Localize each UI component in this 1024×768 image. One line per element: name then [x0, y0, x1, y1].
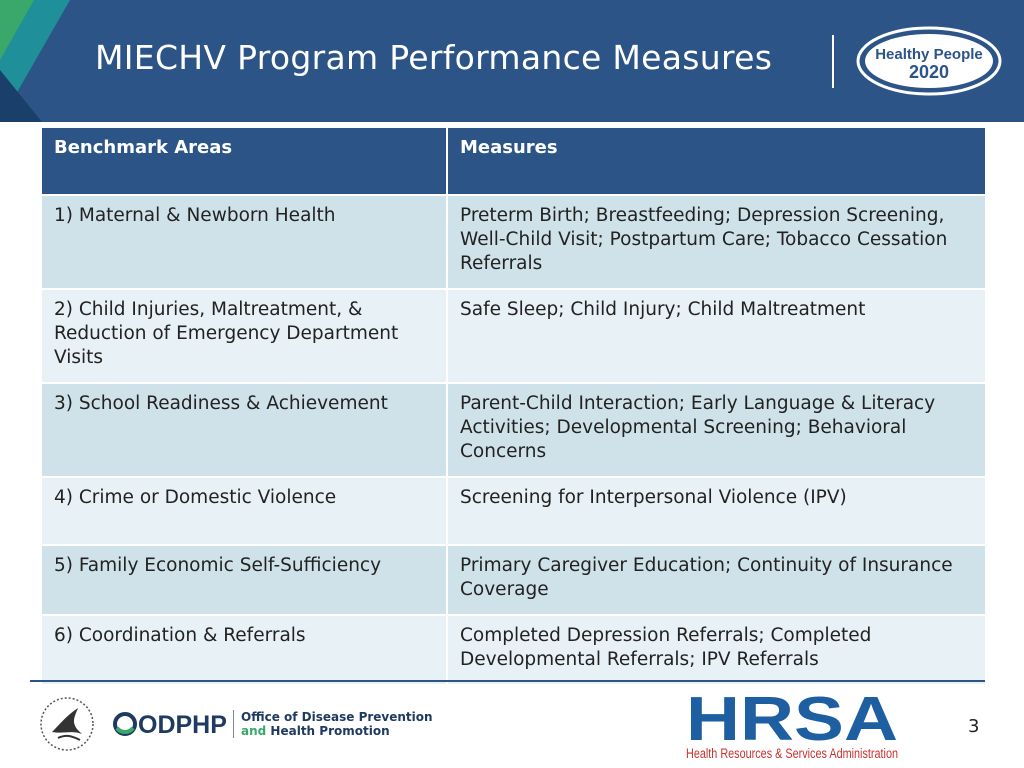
- table-row: [41, 195, 986, 289]
- slide-header: [0, 0, 1024, 122]
- performance-measures-table: [40, 126, 987, 686]
- benchmark-area-cell: 4) Crime or Domestic Violence: [41, 477, 447, 545]
- column-header-benchmark-areas: Benchmark Areas: [41, 127, 447, 195]
- table-row: [41, 545, 986, 615]
- measures-cell: Safe Sleep; Child Injury; Child Maltreatment: [447, 289, 986, 383]
- benchmark-area-cell: 1) Maternal & Newborn Health: [41, 195, 447, 289]
- odphp-line2: Health Promotion: [270, 724, 390, 738]
- odphp-logo: [112, 706, 232, 742]
- hhs-eagle-seal-icon: [38, 694, 96, 754]
- table-row: [41, 383, 986, 477]
- table-row: [41, 615, 986, 685]
- hrsa-logo: [686, 690, 900, 762]
- table-header-row: [41, 127, 986, 195]
- hrsa-full-name: Health Resources & Services Administration: [686, 746, 898, 761]
- header-decoration-dark: [0, 70, 42, 122]
- hrsa-abbrev: HRSA: [686, 690, 898, 754]
- logo-line1: Healthy People: [875, 46, 983, 63]
- benchmark-area-cell: 5) Family Economic Self-Sufficiency: [41, 545, 447, 615]
- measures-cell: Parent-Child Interaction; Early Language & Literacy Activities; Developmental Screening; Behavioral Concerns: [447, 383, 986, 477]
- table-row: [41, 289, 986, 383]
- odphp-abbrev: ODPHP: [138, 711, 227, 739]
- logo-line2: 2020: [908, 62, 950, 82]
- measures-cell: Completed Depression Referrals; Completed Developmental Referrals; IPV Referrals: [447, 615, 986, 685]
- odphp-divider: [233, 710, 234, 738]
- odphp-line1: Office of Disease Prevention: [241, 710, 433, 724]
- odphp-and: and: [241, 724, 267, 738]
- title-divider: [832, 35, 834, 88]
- measures-cell: Preterm Birth; Breastfeeding; Depression Screening, Well-Child Visit; Postpartum Care; Tobacco Cessation Referrals: [447, 195, 986, 289]
- page-number: 3: [968, 716, 980, 737]
- benchmark-area-cell: 3) School Readiness & Achievement: [41, 383, 447, 477]
- odphp-full-name: [241, 710, 433, 738]
- column-header-measures: Measures: [447, 127, 986, 195]
- slide-title: MIECHV Program Performance Measures: [95, 38, 773, 77]
- benchmark-area-cell: 2) Child Injuries, Maltreatment, & Reduction of Emergency Department Visits: [41, 289, 447, 383]
- benchmark-area-cell: 6) Coordination & Referrals: [41, 615, 447, 685]
- healthy-people-2020-logo: [856, 26, 1002, 96]
- odphp-line2-wrap: [241, 724, 433, 738]
- table-row: [41, 477, 986, 545]
- performance-measures-table-container: [40, 126, 985, 686]
- header-decoration-green: [0, 0, 34, 60]
- measures-cell: Primary Caregiver Education; Continuity of Insurance Coverage: [447, 545, 986, 615]
- footer-divider: [30, 680, 985, 682]
- measures-cell: Screening for Interpersonal Violence (IPV): [447, 477, 986, 545]
